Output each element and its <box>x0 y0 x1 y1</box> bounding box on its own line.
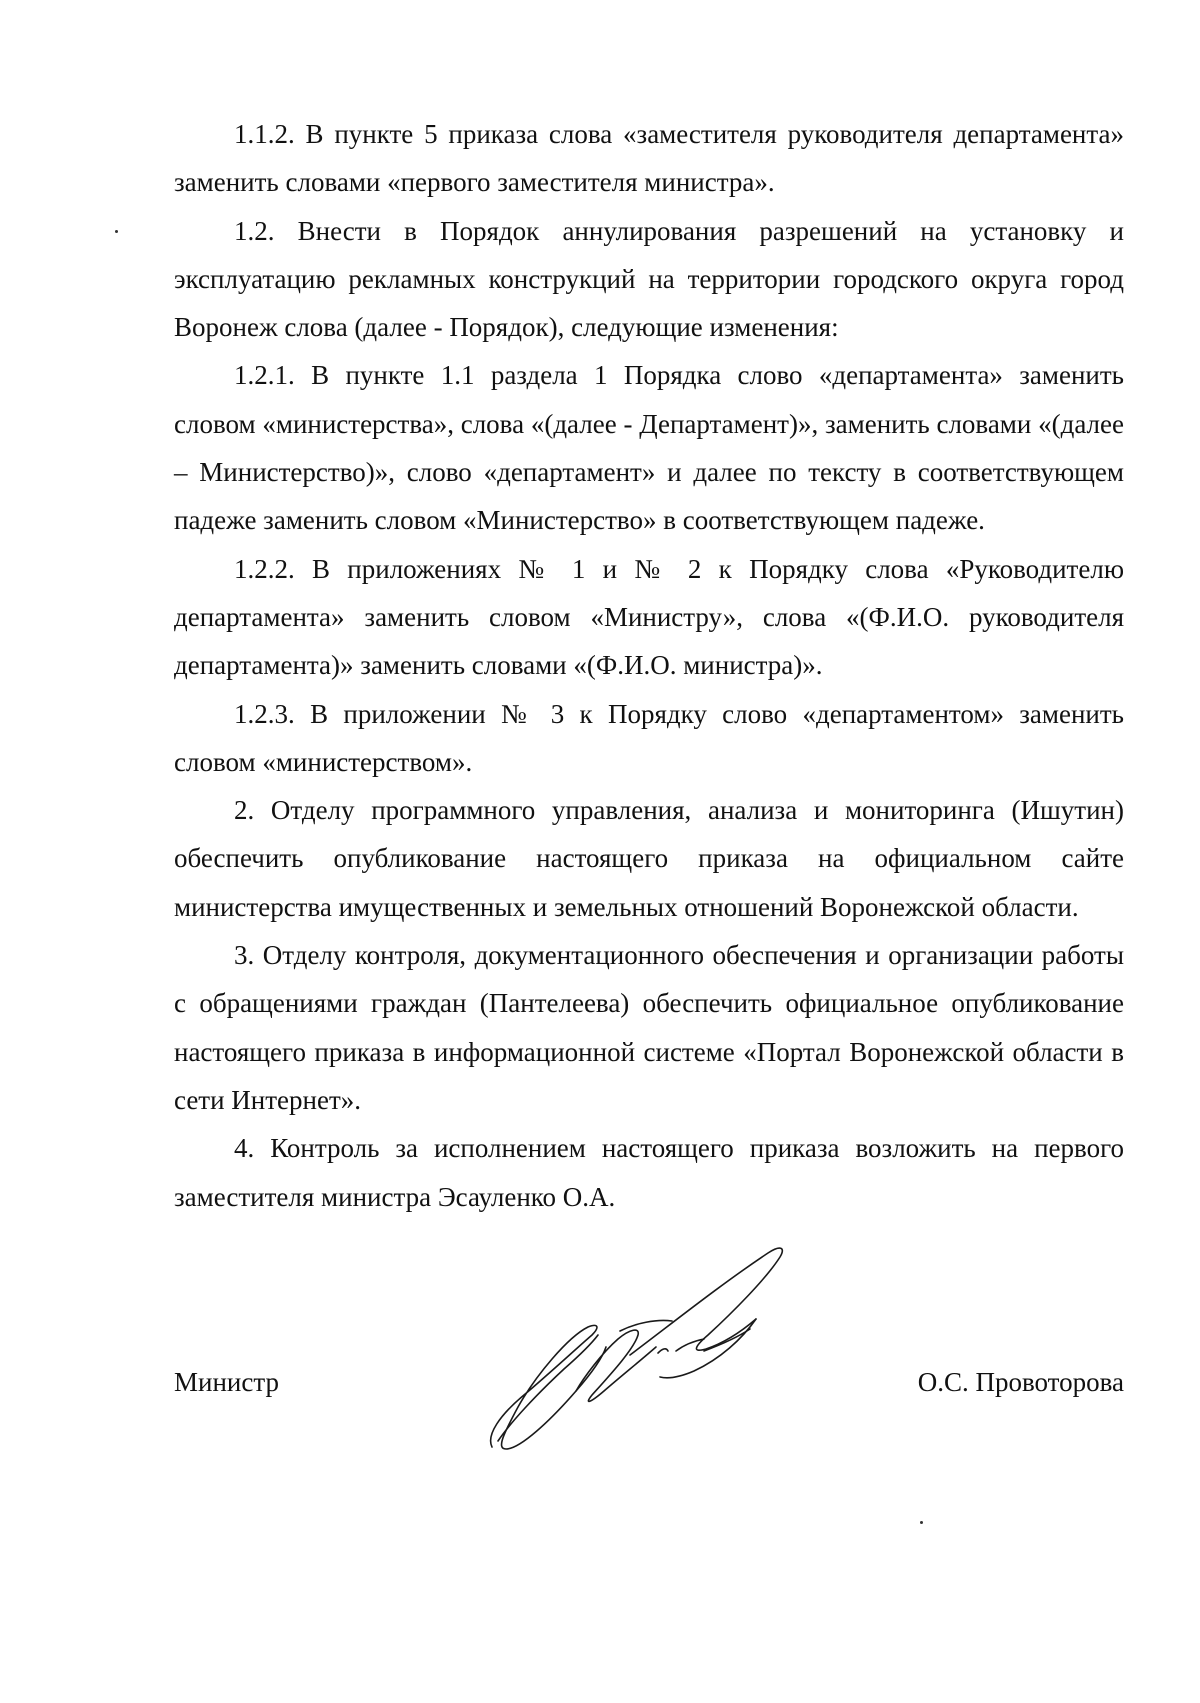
paragraph-3: 3. Отделу контроля, документационного обеспечения и организации работы с обращениями граждан (Пантелеева) обеспечить официальное опубликование настоящего приказа в информационной системе «Портал Воронежской области в сети Интернет». <box>174 940 1124 1115</box>
paragraph-4: 4. Контроль за исполнением настоящего приказа возложить на первого заместителя министра Эсауленко О.А. <box>174 1133 1124 1212</box>
paragraph-2: 2. Отделу программного управления, анализа и мониторинга (Ишутин) обеспечить опубликование настоящего приказа на официальном сайте министерства имущественных и земельных отношений Воронежской области. <box>174 795 1124 922</box>
paragraph-1-2-1: 1.2.1. В пункте 1.1 раздела 1 Порядка слово «департамента» заменить словом «министерства», слова «(далее - Департамент)», заменить словами «(далее – Министерство)», слово «департамент» и далее по тексту в соответствующем падеже заменить словом «Министерство» в соответствующем падеже. <box>174 360 1124 536</box>
scan-speck-2 <box>920 1521 923 1524</box>
signature-block <box>174 1362 1124 1402</box>
handwritten-signature <box>480 1235 820 1465</box>
paragraph-1-2-3: 1.2.3. В приложении № 3 к Порядку слово «департаментом» заменить словом «министерством». <box>174 698 1124 777</box>
paragraph-1-2: 1.2. Внести в Порядок аннулирования разрешений на установку и эксплуатацию рекламных конструкций на территории городского округа город Воронеж слова (далее - Порядок), следующие изменения: <box>174 215 1124 343</box>
scan-speck-1 <box>115 230 118 233</box>
signatory-title: Министр <box>174 1367 279 1397</box>
paragraph-1-2-2: 1.2.2. В приложениях № 1 и № 2 к Порядку слова «Руководителю департамента» заменить словом «Министру», слова «(Ф.И.О. руководителя департамента)» заменить словами «(Ф.И.О. министра)». <box>174 553 1124 681</box>
signatory-name: О.С. Провоторова <box>917 1367 1124 1397</box>
paragraph-1-1-2: 1.1.2. В пункте 5 приказа слова «заместителя руководителя департамента» заменить словами «первого заместителя министра». <box>174 119 1124 198</box>
document-body <box>174 110 1124 1221</box>
